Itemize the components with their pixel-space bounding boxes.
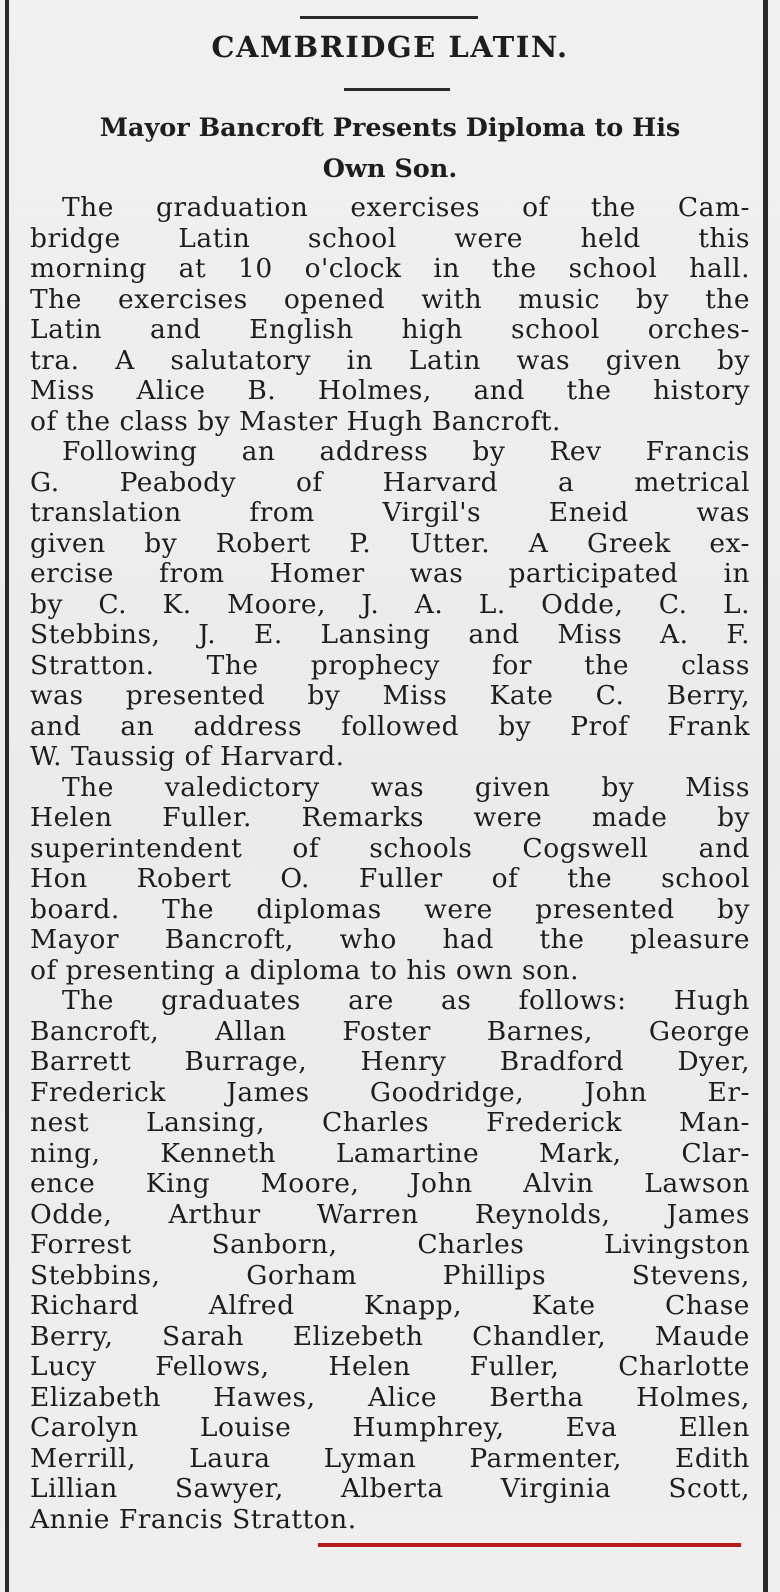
article-line: Stebbins, Gorham Phillips Stevens, (30, 1259, 750, 1291)
article-line: and an address followed by Prof Frank (30, 710, 750, 742)
subheadline (20, 108, 760, 190)
article-line: The graduates are as follows: Hugh (62, 985, 750, 1016)
column-border-right (763, 0, 768, 1592)
article-line: Hon Robert O. Fuller of the school (30, 863, 750, 894)
headline-rule (344, 88, 450, 91)
article-line: of presenting a diploma to his own son. (30, 954, 580, 986)
article-line: given by Robert P. Utter. A Greek ex- (30, 527, 750, 559)
article-line: was presented by Miss Kate C. Berry, (30, 680, 750, 711)
article-line: board. The diplomas were presented by (30, 893, 750, 925)
article-line: by C. K. Moore, J. A. L. Odde, C. L. (30, 588, 750, 620)
article-line: Merrill, Laura Lyman Parmenter, Edith (30, 1442, 750, 1474)
article-line: Carolyn Louise Humphrey, Eva Ellen (30, 1412, 750, 1443)
article-line: Lucy Fellows, Helen Fuller, Charlotte (30, 1351, 750, 1382)
article-line: Odde, Arthur Warren Reynolds, James (30, 1198, 750, 1230)
article-line: ercise from Homer was participated in (30, 558, 750, 589)
article-line: nest Lansing, Charles Frederick Man- (30, 1107, 750, 1138)
article-line: morning at 10 o'clock in the school hall. (30, 253, 750, 284)
article-line: Helen Fuller. Remarks were made by (30, 802, 750, 833)
article-line: Latin and English high school orches- (30, 314, 750, 345)
article-line: The graduation exercises of the Cam- (62, 192, 750, 223)
subheadline-line: Own Son. (322, 154, 458, 184)
article-line: Mayor Bancroft, who had the pleasure (30, 924, 750, 955)
article-line: Bancroft, Allan Foster Barnes, George (30, 1015, 750, 1047)
article-line: bridge Latin school were held this (30, 222, 750, 254)
article-line: Frederick James Goodridge, John Er- (30, 1076, 750, 1108)
article-line: Forrest Sanborn, Charles Livingston (30, 1229, 750, 1260)
column-border-left (5, 0, 9, 1592)
article-line: G. Peabody of Harvard a metrical (30, 466, 750, 498)
article-line: of the class by Master Hugh Bancroft. (30, 405, 561, 437)
article-line: Richard Alfred Knapp, Kate Chase (30, 1290, 750, 1321)
article-line: W. Taussig of Harvard. (30, 741, 345, 772)
article-line: Stratton. The prophecy for the class (30, 649, 750, 681)
article-line: Lillian Sawyer, Alberta Virginia Scott, (30, 1473, 750, 1504)
article-line: Berry, Sarah Elizebeth Chandler, Maude (30, 1320, 750, 1352)
article-line: tra. A salutatory in Latin was given by (30, 344, 750, 376)
highlight-underline (318, 1543, 741, 1547)
subheadline-line: Mayor Bancroft Presents Diploma to His (99, 113, 681, 143)
top-rule (300, 16, 478, 19)
article-line: The valedictory was given by Miss (62, 771, 750, 803)
article-line: Stebbins, J. E. Lansing and Miss A. F. (30, 619, 750, 650)
article-line: The exercises opened with music by the (30, 283, 750, 315)
article-line: ence King Moore, John Alvin Lawson (30, 1168, 750, 1199)
headline: CAMBRIDGE LATIN. (211, 30, 569, 64)
article-line: translation from Virgil's Eneid was (30, 497, 750, 528)
article-line: Following an address by Rev Francis (62, 436, 750, 467)
article-line: Barrett Burrage, Henry Bradford Dyer, (30, 1046, 750, 1077)
article-line: ning, Kenneth Lamartine Mark, Clar- (30, 1137, 750, 1169)
article-line: superintendent of schools Cogswell and (30, 832, 750, 864)
article-line: Elizabeth Hawes, Alice Bertha Holmes, (30, 1381, 750, 1413)
article-line: Annie Francis Stratton. (30, 1503, 357, 1535)
article-line: Miss Alice B. Holmes, and the history (30, 375, 750, 406)
